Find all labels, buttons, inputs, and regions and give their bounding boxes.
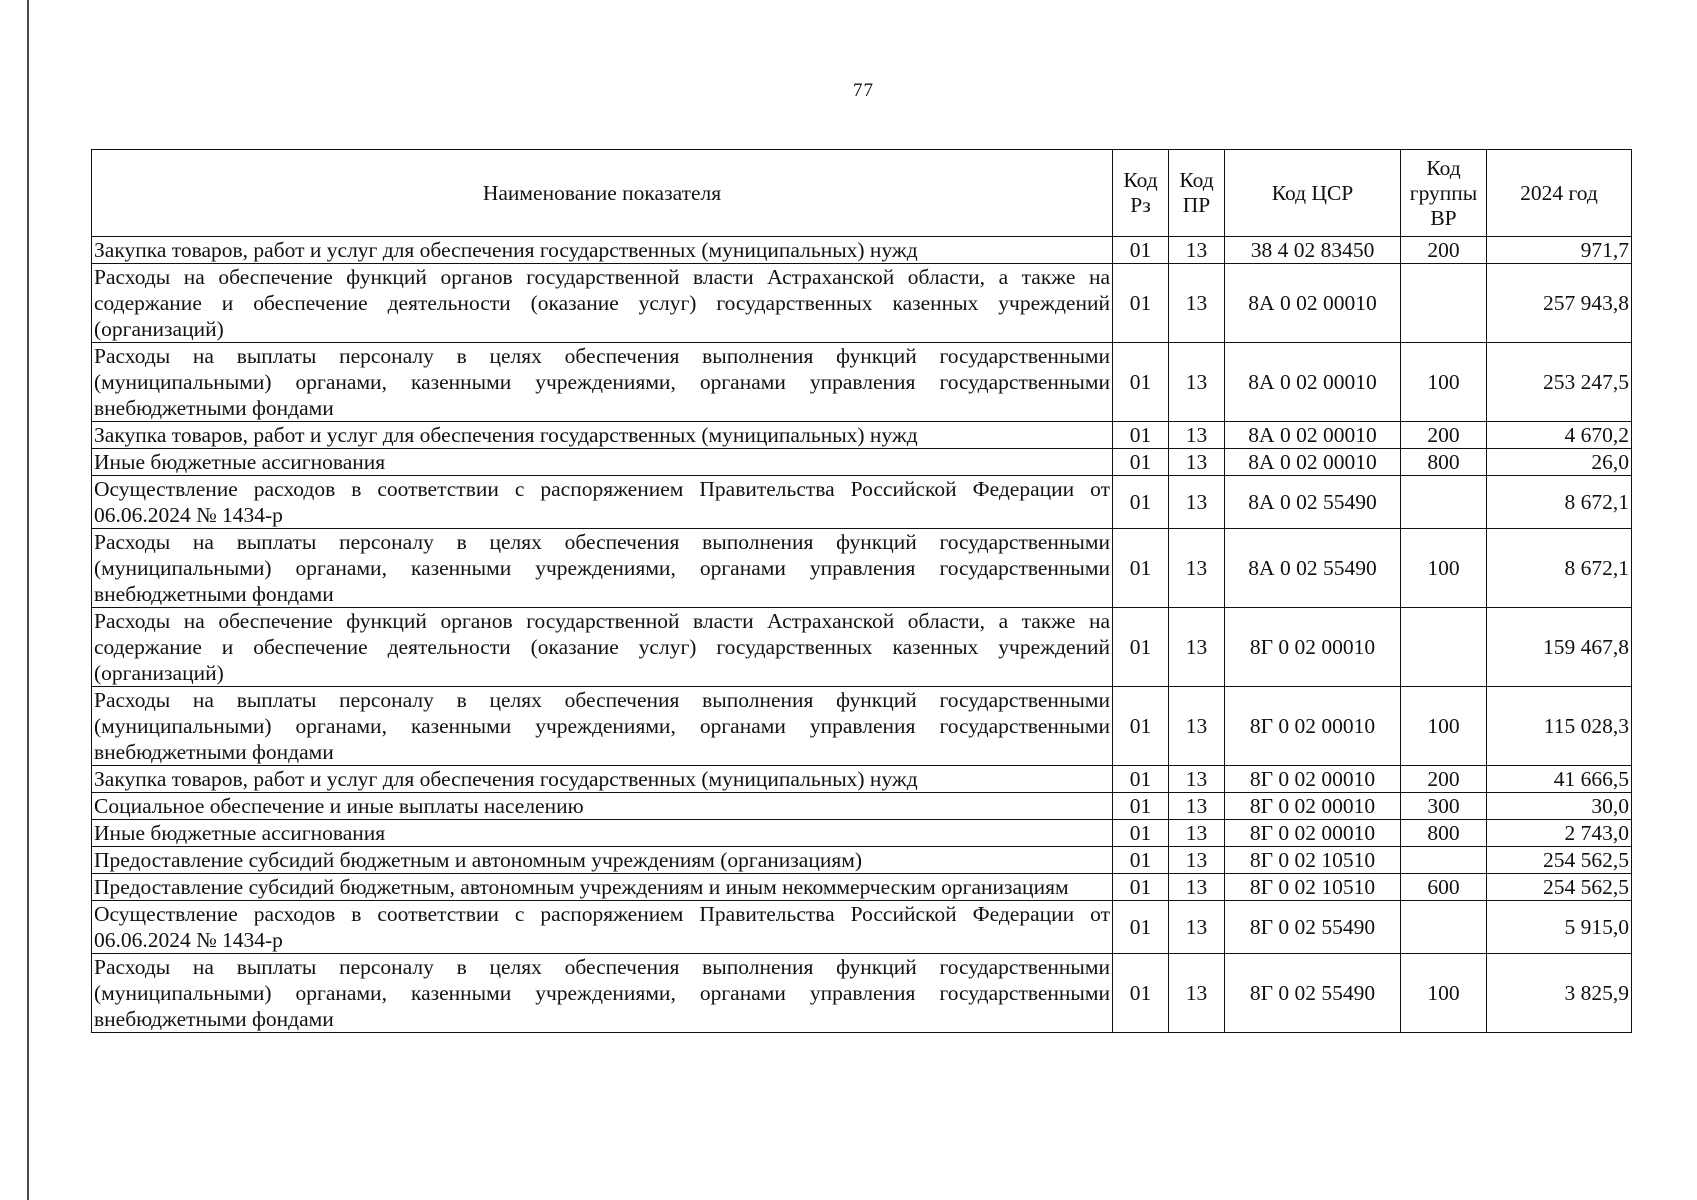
table-row [92, 449, 1632, 476]
page-number: 77 [853, 80, 874, 101]
target-article-code-cell: 8Г 0 02 00010 [1225, 608, 1401, 687]
indicator-name-cell: Иные бюджетные ассигнования [92, 449, 1113, 476]
amount-2024-cell: 115 028,3 [1487, 687, 1632, 766]
expense-group-code-cell: 200 [1401, 422, 1487, 449]
target-article-code-cell: 8А 0 02 55490 [1225, 476, 1401, 529]
expense-group-code-cell: 300 [1401, 793, 1487, 820]
subsection-code-cell: 13 [1169, 608, 1225, 687]
table-row [92, 476, 1632, 529]
budget-expenditure-table [91, 149, 1632, 1033]
header-indicator-name: Наименование показателя [92, 150, 1113, 237]
table-row [92, 954, 1632, 1033]
section-code-cell: 01 [1113, 343, 1169, 422]
expense-group-code-cell: 800 [1401, 820, 1487, 847]
header-row [92, 150, 1632, 237]
amount-2024-cell: 254 562,5 [1487, 874, 1632, 901]
target-article-code-cell: 38 4 02 83450 [1225, 237, 1401, 264]
expense-group-code-cell: 200 [1401, 766, 1487, 793]
target-article-code-cell: 8А 0 02 00010 [1225, 449, 1401, 476]
expense-group-code-cell: 100 [1401, 954, 1487, 1033]
table-body [92, 237, 1632, 1033]
expense-group-code-cell: 600 [1401, 874, 1487, 901]
expense-group-code-cell [1401, 476, 1487, 529]
table-row [92, 847, 1632, 874]
amount-2024-cell: 254 562,5 [1487, 847, 1632, 874]
section-code-cell: 01 [1113, 687, 1169, 766]
indicator-name-cell: Расходы на обеспечение функций органов государственной власти Астраханской области, а также на содержание и обеспечение деятельности (оказание услуг) государственных казенных учреждений (организаций) [92, 264, 1113, 343]
target-article-code-cell: 8Г 0 02 00010 [1225, 793, 1401, 820]
expense-group-code-cell: 100 [1401, 529, 1487, 608]
amount-2024-cell: 5 915,0 [1487, 901, 1632, 954]
amount-2024-cell: 8 672,1 [1487, 476, 1632, 529]
section-code-cell: 01 [1113, 766, 1169, 793]
subsection-code-cell: 13 [1169, 766, 1225, 793]
header-subsection-code: Код ПР [1169, 150, 1225, 237]
indicator-name-cell: Закупка товаров, работ и услуг для обеспечения государственных (муниципальных) нужд [92, 766, 1113, 793]
table-row [92, 793, 1632, 820]
subsection-code-cell: 13 [1169, 237, 1225, 264]
indicator-name-cell: Предоставление субсидий бюджетным и автономным учреждениям (организациям) [92, 847, 1113, 874]
subsection-code-cell: 13 [1169, 449, 1225, 476]
table-row [92, 687, 1632, 766]
expense-group-code-cell: 800 [1401, 449, 1487, 476]
amount-2024-cell: 253 247,5 [1487, 343, 1632, 422]
section-code-cell: 01 [1113, 874, 1169, 901]
subsection-code-cell: 13 [1169, 264, 1225, 343]
expense-group-code-cell: 200 [1401, 237, 1487, 264]
indicator-name-cell: Социальное обеспечение и иные выплаты населению [92, 793, 1113, 820]
subsection-code-cell: 13 [1169, 954, 1225, 1033]
table-row [92, 874, 1632, 901]
amount-2024-cell: 2 743,0 [1487, 820, 1632, 847]
amount-2024-cell: 26,0 [1487, 449, 1632, 476]
subsection-code-cell: 13 [1169, 529, 1225, 608]
target-article-code-cell: 8А 0 02 00010 [1225, 422, 1401, 449]
indicator-name-cell: Расходы на выплаты персоналу в целях обеспечения выполнения функций государственными (муниципальными) органами, казенными учреждениями, органами управления государственными внебюджетными фондами [92, 529, 1113, 608]
table-row [92, 264, 1632, 343]
amount-2024-cell: 3 825,9 [1487, 954, 1632, 1033]
subsection-code-cell: 13 [1169, 343, 1225, 422]
indicator-name-cell: Расходы на обеспечение функций органов государственной власти Астраханской области, а также на содержание и обеспечение деятельности (оказание услуг) государственных казенных учреждений (организаций) [92, 608, 1113, 687]
table-row [92, 608, 1632, 687]
target-article-code-cell: 8Г 0 02 55490 [1225, 954, 1401, 1033]
target-article-code-cell: 8Г 0 02 10510 [1225, 847, 1401, 874]
section-code-cell: 01 [1113, 237, 1169, 264]
expense-group-code-cell [1401, 264, 1487, 343]
header-year-2024: 2024 год [1487, 150, 1632, 237]
indicator-name-cell: Закупка товаров, работ и услуг для обеспечения государственных (муниципальных) нужд [92, 422, 1113, 449]
amount-2024-cell: 159 467,8 [1487, 608, 1632, 687]
table-header [92, 150, 1632, 237]
amount-2024-cell: 30,0 [1487, 793, 1632, 820]
target-article-code-cell: 8Г 0 02 00010 [1225, 766, 1401, 793]
subsection-code-cell: 13 [1169, 422, 1225, 449]
subsection-code-cell: 13 [1169, 687, 1225, 766]
section-code-cell: 01 [1113, 847, 1169, 874]
section-code-cell: 01 [1113, 264, 1169, 343]
subsection-code-cell: 13 [1169, 901, 1225, 954]
expense-group-code-cell [1401, 901, 1487, 954]
expense-group-code-cell: 100 [1401, 343, 1487, 422]
amount-2024-cell: 257 943,8 [1487, 264, 1632, 343]
indicator-name-cell: Осуществление расходов в соответствии с распоряжением Правительства Российской Федерации от 06.06.2024 № 1434-р [92, 476, 1113, 529]
target-article-code-cell: 8Г 0 02 00010 [1225, 687, 1401, 766]
amount-2024-cell: 8 672,1 [1487, 529, 1632, 608]
expense-group-code-cell: 100 [1401, 687, 1487, 766]
section-code-cell: 01 [1113, 820, 1169, 847]
indicator-name-cell: Расходы на выплаты персоналу в целях обеспечения выполнения функций государственными (муниципальными) органами, казенными учреждениями, органами управления государственными внебюджетными фондами [92, 343, 1113, 422]
target-article-code-cell: 8Г 0 02 10510 [1225, 874, 1401, 901]
target-article-code-cell: 8А 0 02 00010 [1225, 264, 1401, 343]
target-article-code-cell: 8А 0 02 55490 [1225, 529, 1401, 608]
indicator-name-cell: Расходы на выплаты персоналу в целях обеспечения выполнения функций государственными (муниципальными) органами, казенными учреждениями, органами управления государственными внебюджетными фондами [92, 687, 1113, 766]
subsection-code-cell: 13 [1169, 847, 1225, 874]
header-section-code: Код Рз [1113, 150, 1169, 237]
header-target-article-code: Код ЦСР [1225, 150, 1401, 237]
subsection-code-cell: 13 [1169, 793, 1225, 820]
subsection-code-cell: 13 [1169, 476, 1225, 529]
table-row [92, 237, 1632, 264]
target-article-code-cell: 8Г 0 02 55490 [1225, 901, 1401, 954]
table-row [92, 422, 1632, 449]
section-code-cell: 01 [1113, 608, 1169, 687]
table-row [92, 529, 1632, 608]
table-row [92, 343, 1632, 422]
subsection-code-cell: 13 [1169, 820, 1225, 847]
target-article-code-cell: 8А 0 02 00010 [1225, 343, 1401, 422]
amount-2024-cell: 4 670,2 [1487, 422, 1632, 449]
binding-margin-line [27, 0, 29, 1200]
target-article-code-cell: 8Г 0 02 00010 [1225, 820, 1401, 847]
indicator-name-cell: Закупка товаров, работ и услуг для обеспечения государственных (муниципальных) нужд [92, 237, 1113, 264]
subsection-code-cell: 13 [1169, 874, 1225, 901]
section-code-cell: 01 [1113, 476, 1169, 529]
amount-2024-cell: 971,7 [1487, 237, 1632, 264]
section-code-cell: 01 [1113, 793, 1169, 820]
indicator-name-cell: Предоставление субсидий бюджетным, автономным учреждениям и иным некоммерческим организациям [92, 874, 1113, 901]
table-row [92, 766, 1632, 793]
table-row [92, 901, 1632, 954]
indicator-name-cell: Иные бюджетные ассигнования [92, 820, 1113, 847]
section-code-cell: 01 [1113, 954, 1169, 1033]
section-code-cell: 01 [1113, 449, 1169, 476]
expense-group-code-cell [1401, 847, 1487, 874]
expense-group-code-cell [1401, 608, 1487, 687]
section-code-cell: 01 [1113, 422, 1169, 449]
amount-2024-cell: 41 666,5 [1487, 766, 1632, 793]
section-code-cell: 01 [1113, 529, 1169, 608]
indicator-name-cell: Осуществление расходов в соответствии с распоряжением Правительства Российской Федерации от 06.06.2024 № 1434-р [92, 901, 1113, 954]
indicator-name-cell: Расходы на выплаты персоналу в целях обеспечения выполнения функций государственными (муниципальными) органами, казенными учреждениями, органами управления государственными внебюджетными фондами [92, 954, 1113, 1033]
table-row [92, 820, 1632, 847]
header-expense-group-code: Код группы ВР [1401, 150, 1487, 237]
section-code-cell: 01 [1113, 901, 1169, 954]
